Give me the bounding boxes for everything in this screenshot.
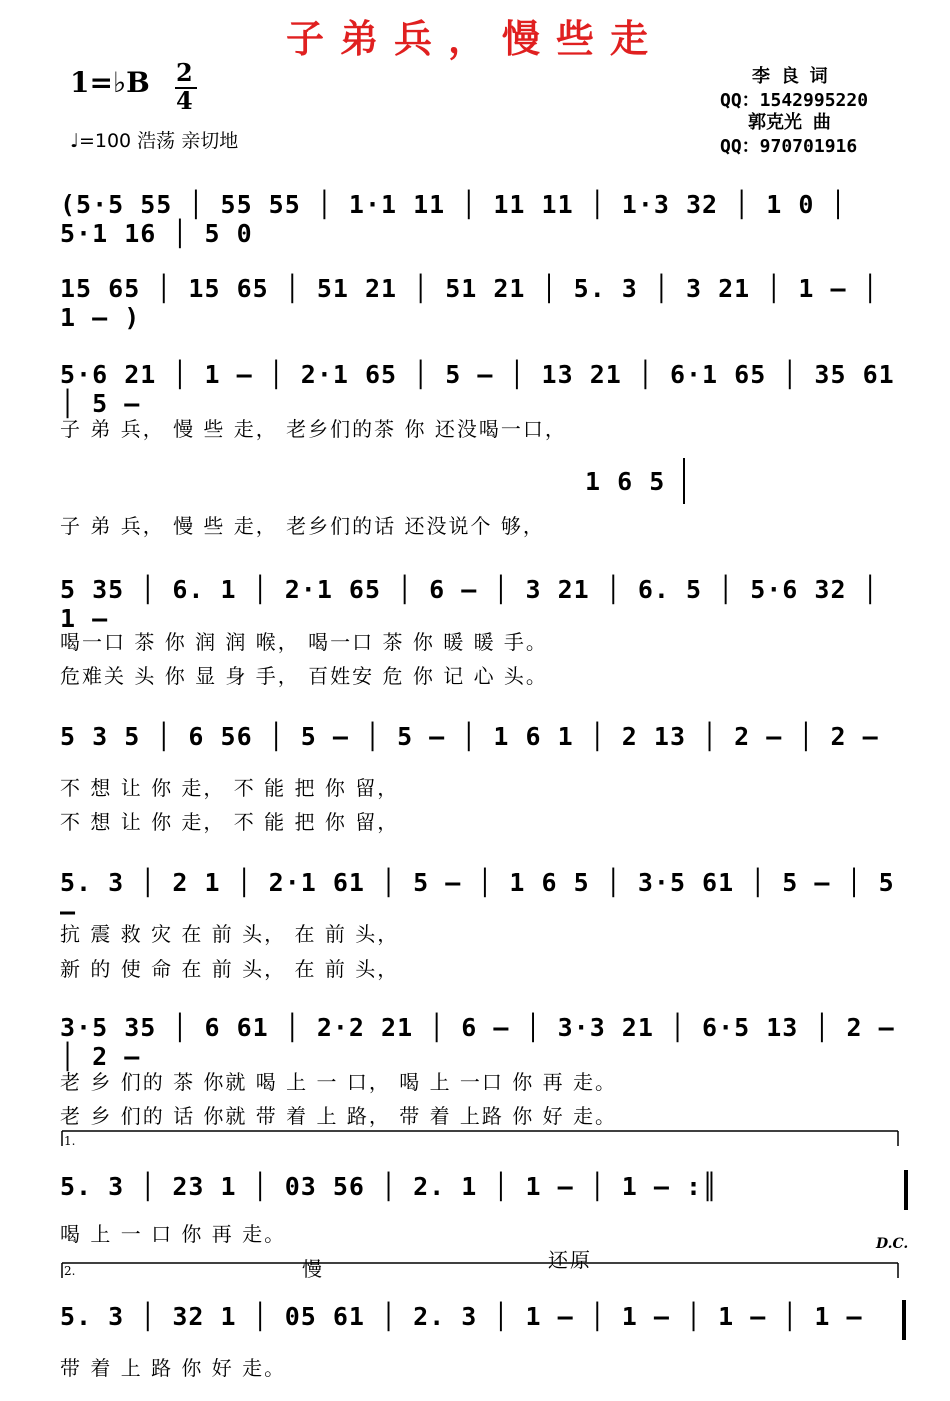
volta-1-label: 1.: [64, 1134, 76, 1148]
score-row-6-lyric-2: 新 的 使 命 在 前 头， 在 前 头，: [60, 957, 400, 981]
composer-qq: QQ：970701916: [720, 136, 858, 157]
song-title: 子弟兵，慢些走: [285, 16, 664, 61]
score-row-7-notes: 3·5 35 │ 6 61 │ 2·2 21 │ 6 – │ 3·3 21 │ 6·5 13 │ 2 – │ 2 –: [60, 1013, 895, 1071]
score-row-8-notes: 5. 3 │ 23 1 │ 03 56 │ 2. 1 │ 1 – │ 1 – :║: [60, 1172, 719, 1201]
score-row-9-notes: 5. 3 │ 32 1 │ 05 61 │ 2. 3 │ 1 – │ 1 – │ 1 – │ 1 –: [60, 1302, 863, 1331]
score-row-2-notes: 15 65 │ 15 65 │ 51 21 │ 51 21 │ 5. 3 │ 3 21 │ 1 – │ 1 – ): [60, 274, 879, 332]
score-row-5-notes: 5 3 5 │ 6 56 │ 5 – │ 5 – │ 1 6 1 │ 2 13 │ 2 – │ 2 –: [60, 722, 879, 751]
da-capo-mark: D.C.: [876, 1236, 909, 1252]
composer-credit: 郭克光 曲: [748, 112, 831, 133]
score-row-4-notes: 5 35 │ 6. 1 │ 2·1 65 │ 6 – │ 3 21 │ 6. 5 │ 5·6 32 │ 1 –: [60, 575, 879, 633]
score-row-4-lyric-1: 喝一口 茶 你 润 润 喉， 喝一口 茶 你 暖 暖 手。: [60, 630, 548, 654]
key-signature: 1=♭B: [70, 66, 150, 99]
score-row-6-notes: 5. 3 │ 2 1 │ 2·1 61 │ 5 – │ 1 6 5 │ 3·5 61 │ 5 – │ 5 –: [60, 868, 895, 926]
score-row-5-lyric-1: 不 想 让 你 走， 不 能 把 你 留，: [60, 776, 400, 800]
time-signature-bottom: 4: [176, 86, 193, 115]
lyricist-credit: 李 良 词: [752, 66, 828, 87]
score-row-3-lyric-2: 子 弟 兵， 慢 些 走， 老乡们的话 还没说个 够，: [60, 514, 545, 538]
slow-mark: 慢: [302, 1257, 324, 1281]
score-row-5-lyric-2: 不 想 让 你 走， 不 能 把 你 留，: [60, 810, 400, 834]
score-row-4-lyric-2: 危难关 头 你 显 身 手， 百姓安 危 你 记 心 头。: [60, 664, 548, 688]
time-signature-top: 2: [176, 58, 193, 87]
score-row-3-lyric-1: 子 弟 兵， 慢 些 走， 老乡们的茶 你 还没喝一口，: [60, 417, 567, 441]
score-row-9-lyric: 带 着 上 路 你 好 走。: [60, 1356, 287, 1380]
tempo-marking: ♩=100 浩荡 亲切地: [70, 130, 239, 152]
score-row-7-lyric-1: 老 乡 们的 茶 你就 喝 上 一 口， 喝 上 一口 你 再 走。: [60, 1070, 618, 1094]
score-row-6-lyric-1: 抗 震 救 灾 在 前 头， 在 前 头，: [60, 922, 400, 946]
volta-2-label: 2.: [64, 1264, 76, 1278]
score-row-7-lyric-2: 老 乡 们的 话 你就 带 着 上 路， 带 着 上路 你 好 走。: [60, 1104, 618, 1128]
lyricist-qq: QQ：1542995220: [720, 90, 869, 111]
score-row-1-notes: (5·5 55 │ 55 55 │ 1·1 11 │ 11 11 │ 1·3 32 │ 1 0 │ 5·1 16 │ 5 0: [60, 190, 847, 248]
score-row-3-notes: 5·6 21 │ 1 – │ 2·1 65 │ 5 – │ 13 21 │ 6·1 65 │ 35 61 │ 5 –: [60, 360, 895, 418]
restore-tempo-mark: 还原: [548, 1248, 592, 1272]
score-row-8-lyric: 喝 上 一 口 你 再 走。: [60, 1222, 287, 1246]
score-row-3-alt-notes: 1 6 5: [585, 467, 666, 496]
